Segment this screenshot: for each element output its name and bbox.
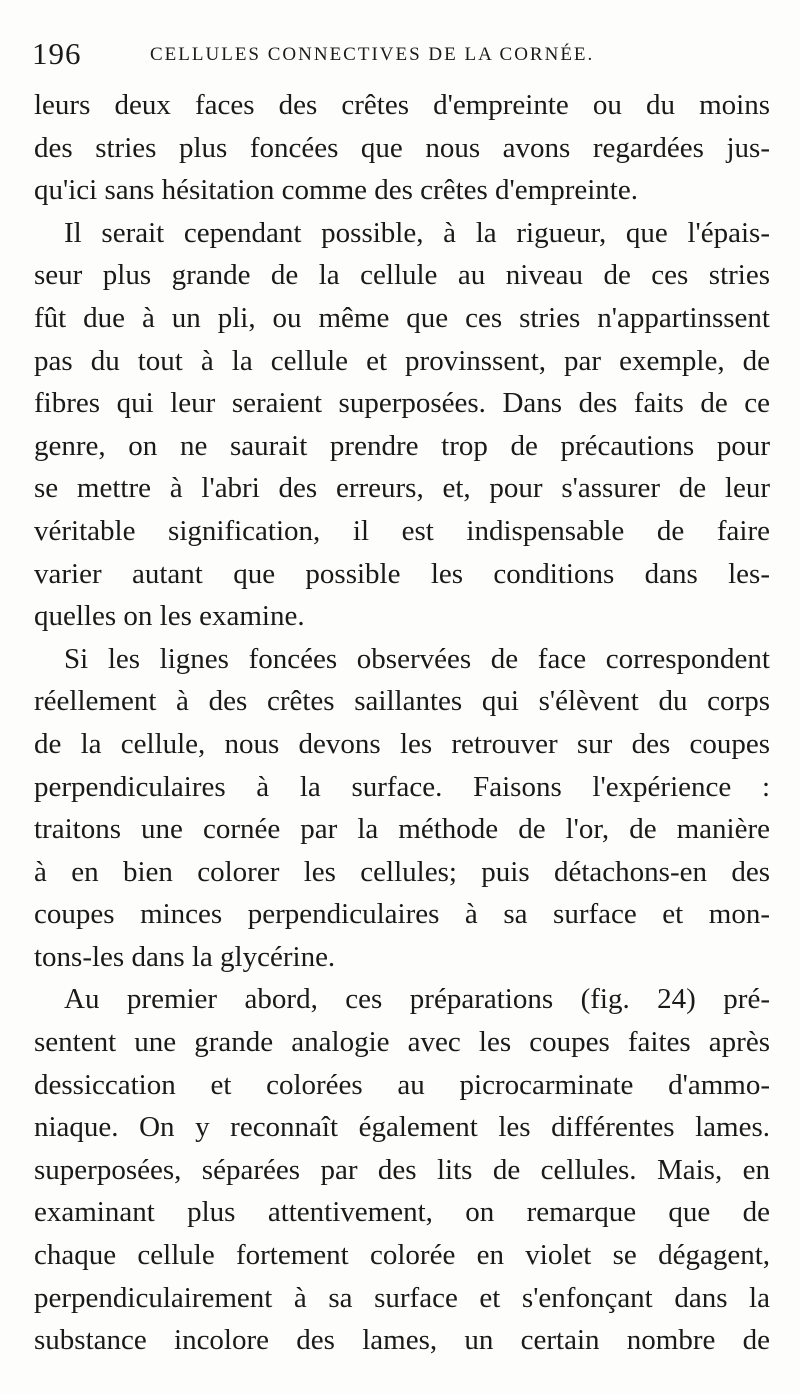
text-line: fût due à un pli, ou même que ces stries n'appartinssent xyxy=(34,301,770,334)
text-line: sentent une grande analogie avec les coupes faites après xyxy=(34,1026,770,1059)
text-line: perpendiculaires à la surface. Faisons l'expérience : xyxy=(34,770,770,803)
text-line: superposées, séparées par des lits de cellules. Mais, en xyxy=(34,1153,770,1186)
text-line: traitons une cornée par la méthode de l'or, de manière xyxy=(34,813,770,846)
text-line: leurs deux faces des crêtes d'empreinte ou du moins xyxy=(34,89,770,121)
text-line: se mettre à l'abri des erreurs, et, pour s'assurer de leur xyxy=(34,472,770,505)
text-line: de la cellule, nous devons les retrouver sur des coupes xyxy=(34,727,770,760)
text-line: réellement à des crêtes saillantes qui s'élèvent du corps xyxy=(34,685,770,718)
text-line: dessiccation et colorées au picrocarminate d'ammo- xyxy=(34,1068,770,1101)
text-line: examinant plus attentivement, on remarque que de xyxy=(34,1196,770,1229)
text-line: véritable signification, il est indispensable de faire xyxy=(34,514,770,547)
page-number: 196 xyxy=(32,36,82,71)
text-line: pas du tout à la cellule et provinssent, par exemple, de xyxy=(34,344,770,377)
text-line: niaque. On y reconnaît également les différentes lames. xyxy=(34,1111,770,1144)
text-line: tons-les dans la glycérine. xyxy=(34,940,336,973)
text-line: substance incolore des lames, un certain nombre de xyxy=(34,1324,770,1357)
body-text xyxy=(34,84,770,1362)
text-line: seur plus grande de la cellule au niveau de ces stries xyxy=(34,259,770,292)
paragraph-first-line: Au premier abord, ces préparations (fig. 24) pré- xyxy=(64,983,770,1016)
paragraph-first-line: Il serait cependant possible, à la rigueur, que l'épais- xyxy=(64,216,770,249)
page-header xyxy=(32,36,772,76)
text-line: chaque cellule fortement colorée en violet se dégagent, xyxy=(34,1239,770,1272)
paragraph-first-line: Si les lignes foncées observées de face correspondent xyxy=(64,642,770,675)
text-line: qu'ici sans hésitation comme des crêtes d'empreinte. xyxy=(34,174,638,207)
text-line: quelles on les examine. xyxy=(34,600,305,633)
text-line: varier autant que possible les conditions dans les- xyxy=(34,557,770,590)
text-line: des stries plus foncées que nous avons regardées jus- xyxy=(34,131,770,164)
text-line: à en bien colorer les cellules; puis détachons-en des xyxy=(34,855,770,888)
running-title: CELLULES CONNECTIVES DE LA CORNÉE. xyxy=(150,44,595,65)
text-line: genre, on ne saurait prendre trop de précautions pour xyxy=(34,429,770,462)
text-line: fibres qui leur seraient superposées. Dans des faits de ce xyxy=(34,387,770,420)
text-line: coupes minces perpendiculaires à sa surface et mon- xyxy=(34,898,770,931)
text-line: perpendiculairement à sa surface et s'enfonçant dans la xyxy=(34,1281,770,1314)
